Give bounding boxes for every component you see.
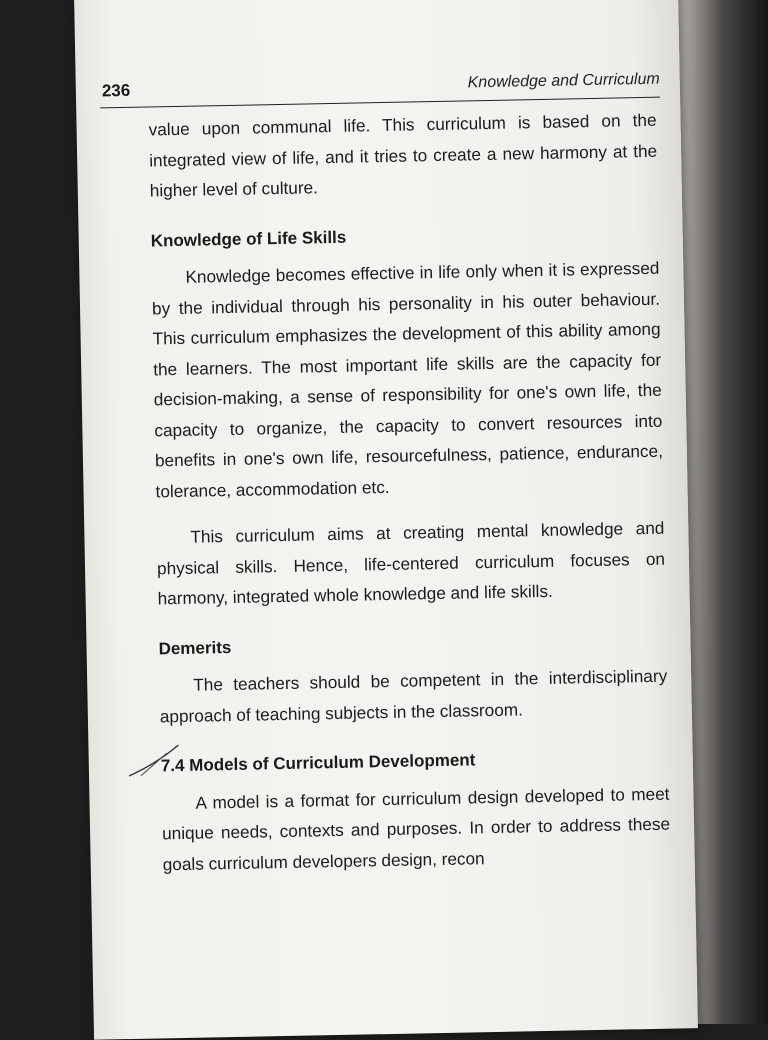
- book-page: [74, 0, 698, 1040]
- demerits-paragraph: The teachers should be competent in the interdisciplinary approach of teaching subjects in the classroom.: [159, 665, 668, 726]
- life-skills-paragraph-2: This curriculum aims at creating mental knowledge and physical skills. Hence, life-centered curriculum focuses on harmony, integrated whole knowledge and life skills.: [156, 517, 666, 609]
- page-content: [148, 105, 671, 880]
- running-head: Knowledge and Curriculum: [467, 70, 660, 92]
- models-paragraph: A model is a format for curriculum design developed to meet unique needs, contexts and purposes. In order to address these goals curriculum developers design, recon: [161, 783, 671, 874]
- models-heading: 7.4 Models of Curriculum Development: [160, 750, 476, 776]
- pen-stroke-icon: [126, 740, 207, 782]
- page-header: [100, 71, 660, 109]
- life-skills-heading: Knowledge of Life Skills: [150, 227, 347, 250]
- intro-paragraph: value upon communal life. This curriculum is based on the integrated view of life, and it tries to create a new harmony at the higher level of culture.: [148, 109, 658, 201]
- life-skills-paragraph-1: Knowledge becomes effective in life only when it is expressed by the individual through his personality in his outer behaviour. This curriculum emphasizes the development of this ability among the learners. The most important life skills are the capacity for decision-making, a sense of responsibility for one's own life, the capacity to organize, the capacity to convert resources into benefits in one's own life, resourcefulness, patience, endurance, tolerance, accommodation etc.: [151, 257, 664, 501]
- demerits-heading: Demerits: [158, 637, 232, 658]
- page-number: 236: [101, 80, 131, 101]
